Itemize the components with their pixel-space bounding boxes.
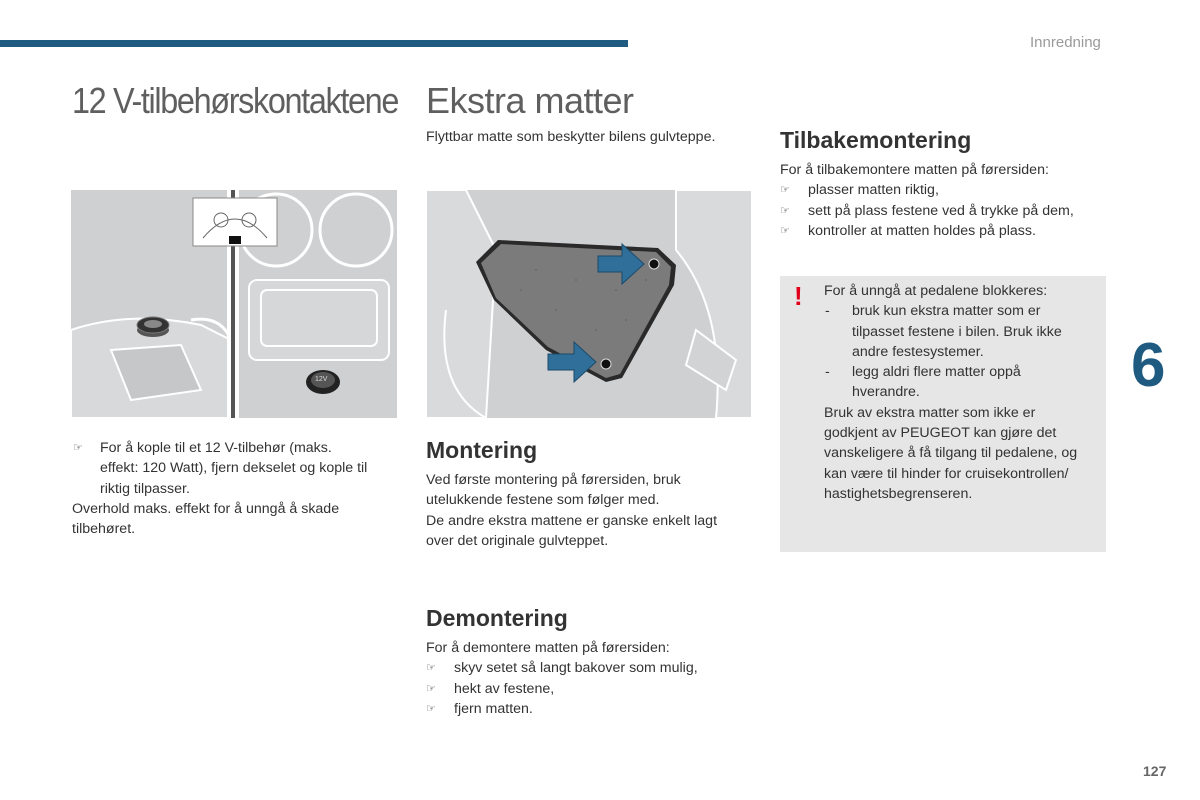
list-item: - bruk kun ekstra matter som er tilpasset festene i bilen. Bruk ikke andre festesystemer.: [825, 303, 1062, 360]
list-item: ☞ fjern matten.: [426, 699, 756, 719]
montering-line-4: over det originale gulvteppet.: [426, 532, 609, 549]
pointing-hand-icon: ☞: [426, 682, 436, 695]
pointing-hand-icon: ☞: [426, 702, 436, 715]
demontering-text: [426, 638, 756, 719]
list-item: ☞ plasser matten riktig,: [780, 180, 1110, 200]
warning-footer-line-5: hastighetsbegrenseren.: [824, 485, 973, 502]
list-item: ☞ hekt av festene,: [426, 679, 756, 699]
montering-text: [426, 470, 756, 551]
warning-intro: For å unngå at pedalene blokkeres:: [824, 283, 1048, 299]
col1-bullet-line-1: For å kople til et 12 V-tilbehør (maks.: [100, 440, 332, 456]
warning-exclamation-icon: !: [794, 281, 803, 311]
heading-tilbakemontering: Tilbakemontering: [780, 127, 972, 153]
pointing-hand-icon: ☞: [780, 184, 790, 197]
list-item: ☞ sett på plass festene ved å trykke på dem,: [780, 201, 1110, 221]
warning-footer-line-1: Bruk av ekstra matter som ikke er: [824, 404, 1036, 421]
illustration-floor-mat: [426, 190, 752, 418]
section-label: Innredning: [1030, 34, 1101, 51]
socket-badge-12v: 12V: [315, 376, 328, 383]
heading-demontering: Demontering: [426, 605, 568, 631]
chapter-number: 6: [1131, 331, 1166, 400]
list-item: - legg aldri flere matter oppå hverandre.: [825, 364, 1021, 401]
header-accent-bar: [0, 40, 628, 47]
warning-footer-line-3: vanskeligere å få tilgang til pedalene, og: [824, 445, 1078, 462]
col1-note-line-1: Overhold maks. effekt for å unngå å skade: [72, 500, 340, 517]
col1-bullet-text: [72, 438, 402, 539]
title-extra-mats: Ekstra matter: [426, 80, 634, 121]
illustration-12v-socket: [71, 190, 397, 418]
tilbakemontering-text: [780, 160, 1110, 241]
montering-line-3: De andre ekstra mattene er ganske enkelt lagt: [426, 512, 718, 529]
col1-bullet-line-3: riktig tilpasser.: [100, 480, 190, 497]
demontering-intro: For å demontere matten på førersiden:: [426, 640, 670, 656]
warning-footer-line-2: godkjent av PEUGEOT kan gjøre det: [824, 425, 1057, 442]
col1-note-line-2: tilbehøret.: [72, 521, 136, 538]
pointing-hand-icon: ☞: [73, 442, 83, 454]
warning-text: [824, 281, 1104, 504]
list-item: ☞ kontroller at matten holdes på plass.: [780, 221, 1110, 241]
warning-footer-line-4: kan være til hinder for cruisekontrollen/: [824, 465, 1069, 482]
title-12v-sockets: 12 V-tilbehørskontaktene: [72, 80, 399, 121]
montering-line-2: utelukkende festene som følger med.: [426, 492, 660, 509]
pointing-hand-icon: ☞: [426, 662, 436, 675]
list-item: ☞ skyv setet så langt bakover som mulig,: [426, 658, 756, 678]
montering-line-1: Ved første montering på førersiden, bruk: [426, 472, 681, 488]
pointing-hand-icon: ☞: [780, 224, 790, 237]
pointing-hand-icon: ☞: [780, 204, 790, 217]
col1-bullet-line-2: effekt: 120 Watt), fjern dekselet og kople til: [100, 460, 368, 477]
heading-montering: Montering: [426, 437, 538, 463]
tilbakemontering-intro: For å tilbakemontere matten på førersiden:: [780, 162, 1049, 178]
mats-intro: Flyttbar matte som beskytter bilens gulvteppe.: [426, 129, 716, 145]
page-number: 127: [1143, 763, 1167, 779]
